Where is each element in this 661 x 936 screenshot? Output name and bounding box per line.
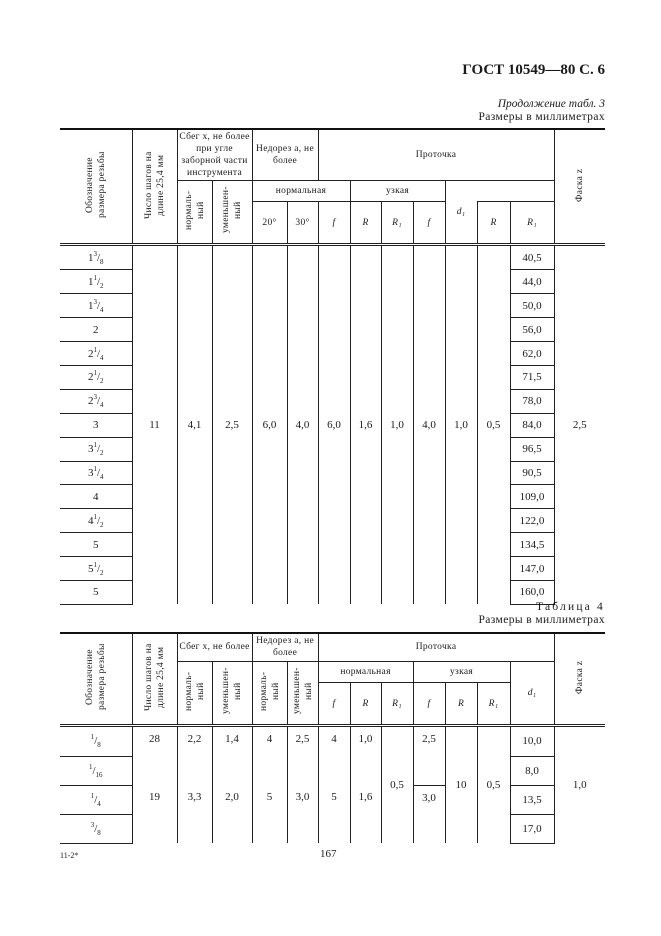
header-text: R₁	[488, 698, 499, 709]
text: /	[94, 822, 98, 835]
thread-size	[87, 273, 104, 290]
table3-units: Размеры в миллиметрах	[478, 111, 605, 123]
header-cell	[381, 683, 413, 726]
value-a_red: 2,5	[287, 727, 318, 785]
header-cell	[252, 202, 287, 245]
value-x_red: 1,4	[212, 727, 252, 785]
runout-header	[177, 633, 252, 661]
threads-header	[132, 129, 177, 245]
thread-size	[90, 791, 101, 808]
chamfer-cell: 1,0	[554, 727, 605, 843]
header-text: f	[427, 698, 431, 709]
thread-size	[93, 491, 99, 503]
d1-cell: 160,0	[510, 580, 554, 604]
designation-cell	[60, 533, 132, 557]
text: 5	[87, 562, 94, 575]
text: 2	[100, 568, 104, 577]
header-text: узкая	[450, 666, 474, 677]
designation-cell	[60, 246, 132, 270]
designation-cell	[60, 814, 132, 843]
header-text: Проточка	[415, 642, 457, 653]
chamfer-header	[554, 129, 605, 245]
designation-cell	[60, 365, 132, 389]
runout-header	[177, 129, 252, 181]
text: 5	[93, 586, 99, 599]
header-cell	[177, 181, 212, 245]
table4-title: Таблица 4	[536, 601, 605, 613]
value-u_f: 4,0	[413, 246, 445, 604]
header-cell	[252, 661, 287, 726]
text: 3	[87, 466, 94, 479]
header-text: R	[362, 217, 369, 228]
thread-size	[90, 733, 101, 750]
header-text: уменьшен-ный	[221, 667, 243, 715]
thread-size	[87, 345, 104, 362]
text: 1	[93, 441, 97, 450]
designation-cell	[60, 580, 132, 604]
groove-header	[318, 633, 554, 661]
text: 2	[100, 281, 104, 290]
d1-cell: 78,0	[510, 389, 554, 413]
text: 1	[93, 464, 97, 473]
header-text: R	[362, 698, 369, 709]
chamfer-cell: 2,5	[554, 246, 605, 604]
header-cell	[413, 661, 510, 683]
header-text: Недорез a, не более	[256, 144, 314, 166]
header-cell	[350, 181, 445, 202]
text: /	[96, 514, 101, 527]
thread-size	[87, 512, 104, 529]
value-a_red: 3,0	[287, 785, 318, 843]
table-row	[60, 727, 605, 756]
table-row	[60, 246, 605, 270]
text: 16	[95, 770, 103, 779]
text: /	[96, 347, 101, 360]
chamfer-header	[554, 633, 605, 726]
header-cell	[413, 202, 445, 245]
thread-size	[87, 464, 104, 481]
designation-header	[60, 633, 132, 726]
d1-cell: 13,5	[510, 785, 554, 814]
thread-size	[93, 539, 99, 551]
text: 2	[100, 449, 104, 458]
header-cell	[252, 181, 350, 202]
header-cell	[318, 683, 350, 726]
text: 2	[100, 377, 104, 386]
header-cell	[287, 661, 318, 726]
header-text: Число шагов на длине 25,4 мм	[143, 643, 166, 711]
designation-cell	[60, 461, 132, 485]
header-text: R	[457, 698, 465, 709]
d1-cell: 90,5	[510, 461, 554, 485]
text: 3	[93, 393, 97, 402]
header-cell	[381, 202, 413, 245]
table-4	[60, 632, 605, 844]
thread-size	[88, 762, 103, 779]
thread-size	[87, 249, 104, 266]
value-n_R: 1,6	[350, 246, 381, 604]
text: 8	[100, 257, 104, 266]
text: 1	[88, 762, 93, 771]
thread-size	[93, 586, 99, 598]
d1-cell: 109,0	[510, 485, 554, 509]
d1-cell: 8,0	[510, 756, 554, 785]
header-cell	[350, 683, 381, 726]
header-text: f	[332, 217, 336, 228]
value-x30: 2,5	[212, 246, 252, 604]
value-n_R1: 0,5	[381, 727, 413, 843]
designation-cell	[60, 509, 132, 533]
header-cell	[510, 661, 554, 726]
text: 1	[93, 369, 97, 378]
text: 3	[87, 443, 94, 456]
header-cell	[477, 202, 510, 245]
threads-header	[132, 633, 177, 726]
value-a_norm: 6,0	[252, 246, 287, 604]
header-cell	[477, 683, 510, 726]
value-threads: 11	[132, 246, 177, 604]
text: /	[96, 251, 101, 264]
text: 8	[97, 828, 101, 837]
text: 1	[87, 299, 94, 312]
value-u_f: 2,5	[413, 727, 445, 785]
header-text: f	[427, 217, 431, 228]
value-u_R1: 0,5	[477, 727, 510, 843]
designation-cell	[60, 342, 132, 366]
header-text: узкая	[385, 186, 410, 197]
designation-header	[60, 129, 132, 245]
text: /	[96, 299, 101, 312]
d1-cell: 134,5	[510, 533, 554, 557]
header-text: 30°	[295, 217, 310, 228]
designation-cell	[60, 437, 132, 461]
header-text: d₁	[527, 687, 537, 698]
designation-cell	[60, 294, 132, 318]
text: 2	[87, 347, 94, 360]
text: 1	[87, 275, 94, 288]
text: /	[96, 443, 101, 456]
undercut-header	[252, 633, 318, 661]
d1-cell: 147,0	[510, 557, 554, 581]
text: 2	[100, 520, 104, 529]
header-text: R₁	[392, 217, 402, 228]
thread-size	[87, 560, 104, 577]
thread-size	[87, 297, 104, 314]
d1-cell: 56,0	[510, 318, 554, 342]
value-x_norm: 2,2	[177, 727, 212, 785]
value-u_R: 1,0	[445, 246, 477, 604]
d1-cell: 17,0	[510, 814, 554, 843]
text: 4	[100, 305, 104, 314]
header-text: нормаль-ный	[183, 671, 206, 711]
header-cell	[510, 202, 554, 245]
text: 5	[93, 538, 99, 551]
d1-cell: 84,0	[510, 413, 554, 437]
d1-cell: 40,5	[510, 246, 554, 270]
text: 1	[93, 560, 97, 569]
d1-cell: 44,0	[510, 270, 554, 294]
thread-size	[87, 393, 104, 410]
text: 1	[90, 791, 95, 800]
header-cell	[177, 661, 212, 726]
table4-units: Размеры в миллиметрах	[478, 614, 605, 626]
header-text: уменьшен-ный	[221, 186, 243, 234]
designation-cell	[60, 318, 132, 342]
text: 1	[93, 512, 97, 521]
text: 8	[97, 741, 101, 750]
designation-cell	[60, 727, 132, 756]
d1-cell: 71,5	[510, 365, 554, 389]
text: /	[96, 562, 101, 575]
header-text: R₁	[392, 698, 402, 709]
value-x20: 4,1	[177, 246, 212, 604]
text: /	[92, 764, 96, 777]
header-cell	[318, 661, 413, 683]
page-number: 167	[320, 848, 337, 860]
text: 3	[93, 419, 99, 432]
header-text: Обозначение размера резьбы	[84, 151, 107, 218]
designation-cell	[60, 413, 132, 437]
text: 2	[93, 323, 99, 336]
header-text: R₁	[527, 217, 537, 228]
text: 4	[87, 514, 94, 527]
table3-caption: Продолжение табл. 3	[497, 98, 605, 110]
text: /	[96, 275, 101, 288]
text: /	[96, 371, 101, 384]
header-text: Недорез a, не более	[256, 636, 314, 659]
value-n_f: 4	[318, 727, 350, 785]
d1-cell: 50,0	[510, 294, 554, 318]
value-u_R1: 0,5	[477, 246, 510, 604]
header-text: уменьшен-ный	[291, 667, 314, 715]
header-cell	[287, 202, 318, 245]
header-cell	[350, 202, 381, 245]
header-text: нормаль-ный	[258, 671, 281, 711]
thread-size	[90, 820, 101, 837]
undercut-header	[252, 129, 318, 181]
designation-cell	[60, 557, 132, 581]
text: /	[96, 395, 101, 408]
d1-cell: 10,0	[510, 727, 554, 756]
thread-size	[87, 441, 104, 458]
header-cell	[445, 181, 477, 245]
text: 4	[93, 490, 99, 503]
header-text: Обозначение размера резьбы	[84, 643, 107, 711]
table-3	[60, 128, 605, 605]
value-a_norm: 4	[252, 727, 287, 785]
text: 4	[100, 401, 104, 410]
designation-cell	[60, 389, 132, 413]
designation-cell	[60, 785, 132, 814]
header-cell	[212, 181, 252, 245]
value-n_R1: 1,0	[381, 246, 413, 604]
text: 4	[97, 799, 101, 808]
value-n_R: 1,6	[350, 785, 381, 843]
header-text: Число шагов на длине 25,4 мм	[143, 150, 166, 219]
table-row	[60, 785, 605, 814]
thread-size	[93, 419, 99, 431]
value-u_R: 10	[445, 727, 477, 843]
header-cell	[318, 202, 350, 245]
header-text: d₁	[456, 207, 466, 217]
text: 4	[100, 353, 104, 362]
designation-cell	[60, 756, 132, 785]
text: 1	[93, 273, 97, 282]
value-threads: 28	[132, 727, 177, 785]
header-text: нормальная	[340, 666, 391, 677]
header-text: Фаска z	[574, 167, 585, 202]
value-threads: 19	[132, 785, 177, 843]
header-text: 20°	[262, 217, 277, 228]
d1-cell: 122,0	[510, 509, 554, 533]
document-header: ГОСТ 10549—80 С. 6	[462, 62, 605, 78]
header-text: Сбег x, не более	[179, 642, 250, 653]
text: 3	[93, 297, 97, 306]
text: 3	[93, 249, 97, 258]
sheet-mark: 11-2*	[60, 851, 79, 860]
header-text: нормальная	[275, 186, 327, 197]
text: 1	[90, 733, 95, 742]
thread-size	[87, 369, 104, 386]
text: 3	[90, 820, 95, 829]
text: /	[96, 466, 101, 479]
header-text: Фаска z	[574, 660, 585, 694]
header-text: нормаль-ный	[183, 190, 206, 230]
header-text: R	[490, 217, 497, 228]
header-cell	[445, 683, 477, 726]
text: 4	[100, 472, 104, 481]
header-cell	[212, 661, 252, 726]
text: 1	[93, 345, 97, 354]
value-u_f: 3,0	[413, 785, 445, 843]
text: 2	[87, 371, 94, 384]
thread-size	[93, 324, 99, 336]
header-text: Проточка	[415, 150, 457, 160]
value-n_R: 1,0	[350, 727, 381, 785]
d1-cell: 62,0	[510, 342, 554, 366]
text: 1	[87, 251, 94, 264]
header-cell	[413, 683, 445, 726]
value-n_f: 5	[318, 785, 350, 843]
header-text: f	[332, 698, 336, 709]
value-a_norm: 5	[252, 785, 287, 843]
header-text: Сбег x, не более при угле заборной части инструмента	[179, 132, 250, 178]
value-a_red: 4,0	[287, 246, 318, 604]
text: /	[94, 735, 98, 748]
value-n_f: 6,0	[318, 246, 350, 604]
designation-cell	[60, 485, 132, 509]
text: /	[94, 793, 98, 806]
text: 2	[87, 395, 94, 408]
value-x_red: 2,0	[212, 785, 252, 843]
value-x_norm: 3,3	[177, 785, 212, 843]
d1-cell: 96,5	[510, 437, 554, 461]
designation-cell	[60, 270, 132, 294]
groove-header	[318, 129, 554, 181]
